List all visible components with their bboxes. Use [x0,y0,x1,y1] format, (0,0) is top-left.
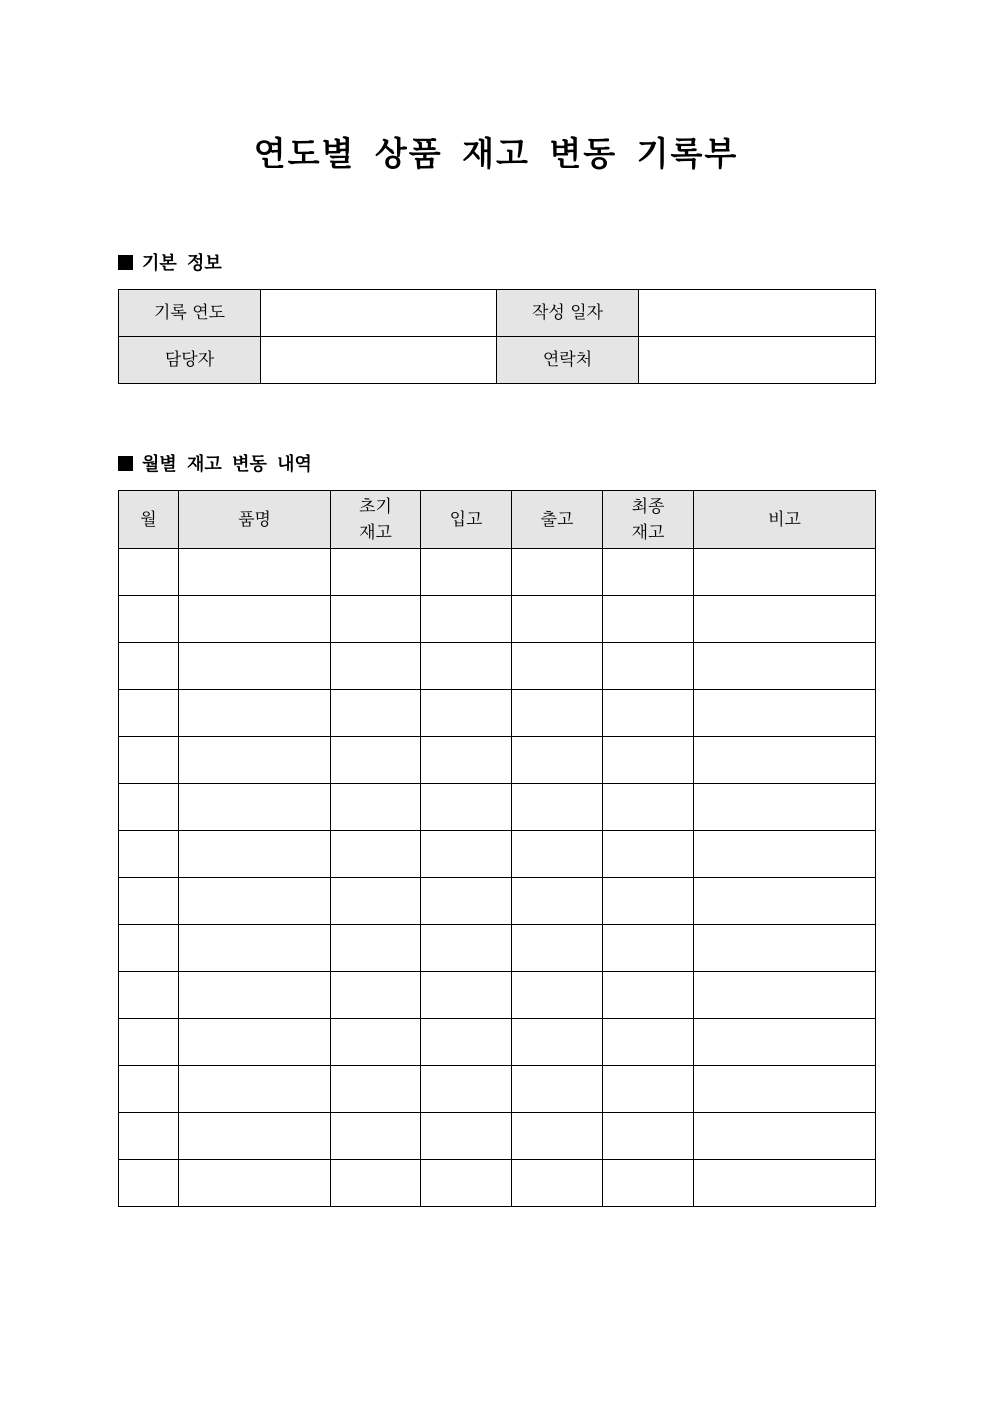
initial-stock-cell[interactable] [331,784,421,831]
table-header-row [119,491,876,549]
month-cell[interactable] [119,1113,179,1160]
table-row [119,690,876,737]
inbound-cell[interactable] [421,972,512,1019]
item-name-cell[interactable] [179,549,331,596]
item-name-cell[interactable] [179,878,331,925]
month-cell[interactable] [119,549,179,596]
remarks-cell[interactable] [694,1113,876,1160]
remarks-cell[interactable] [694,784,876,831]
table-row [119,737,876,784]
final-stock-cell[interactable] [603,643,694,690]
item-name-cell[interactable] [179,1019,331,1066]
month-cell[interactable] [119,643,179,690]
table-row [119,549,876,596]
final-stock-cell[interactable] [603,1066,694,1113]
month-cell[interactable] [119,878,179,925]
table-row [119,643,876,690]
outbound-cell[interactable] [512,690,603,737]
created-date-label: 작성 일자 [497,290,639,337]
initial-stock-cell[interactable] [331,737,421,784]
inbound-cell[interactable] [421,737,512,784]
outbound-cell[interactable] [512,643,603,690]
record-year-label: 기록 연도 [119,290,261,337]
section-heading-basic-info [118,252,222,276]
final-stock-cell[interactable] [603,549,694,596]
month-cell[interactable] [119,1160,179,1207]
table-row [119,925,876,972]
outbound-cell[interactable] [512,784,603,831]
final-stock-cell[interactable] [603,737,694,784]
month-cell[interactable] [119,1019,179,1066]
item-name-cell[interactable] [179,596,331,643]
initial-stock-cell[interactable] [331,596,421,643]
outbound-cell[interactable] [512,831,603,878]
col-header-initial-stock-line1: 초기 [359,496,392,517]
month-cell[interactable] [119,925,179,972]
final-stock-cell[interactable] [603,878,694,925]
final-stock-cell[interactable] [603,1160,694,1207]
created-date-field[interactable] [639,290,876,337]
initial-stock-cell[interactable] [331,972,421,1019]
outbound-cell[interactable] [512,878,603,925]
table-row [119,1160,876,1207]
remarks-cell[interactable] [694,690,876,737]
section-heading-label: 월별 재고 변동 내역 [142,454,312,475]
outbound-cell[interactable] [512,1019,603,1066]
remarks-cell[interactable] [694,549,876,596]
col-header-final-stock-line2: 재고 [631,522,665,543]
remarks-cell[interactable] [694,1160,876,1207]
final-stock-cell[interactable] [603,972,694,1019]
inbound-cell[interactable] [421,1066,512,1113]
col-header-inbound: 입고 [421,491,512,549]
inbound-cell[interactable] [421,549,512,596]
initial-stock-cell[interactable] [331,831,421,878]
basic-info-table [118,289,876,384]
info-row [119,290,876,337]
final-stock-cell[interactable] [603,831,694,878]
table-row [119,972,876,1019]
remarks-cell[interactable] [694,878,876,925]
outbound-cell[interactable] [512,925,603,972]
inbound-cell[interactable] [421,1160,512,1207]
outbound-cell[interactable] [512,596,603,643]
col-header-final-stock-line1: 최종 [631,496,665,517]
item-name-cell[interactable] [179,1160,331,1207]
initial-stock-cell[interactable] [331,1113,421,1160]
month-cell[interactable] [119,784,179,831]
table-row [119,1019,876,1066]
col-header-final-stock [603,491,694,549]
inbound-cell[interactable] [421,643,512,690]
table-body [119,549,876,1207]
inbound-cell[interactable] [421,784,512,831]
contact-label: 연락처 [497,337,639,384]
initial-stock-cell[interactable] [331,643,421,690]
item-name-cell[interactable] [179,1113,331,1160]
final-stock-cell[interactable] [603,925,694,972]
table-row [119,1066,876,1113]
inbound-cell[interactable] [421,878,512,925]
remarks-cell[interactable] [694,1066,876,1113]
remarks-cell[interactable] [694,831,876,878]
initial-stock-cell[interactable] [331,690,421,737]
table-row [119,784,876,831]
section-heading-label: 기본 정보 [142,253,222,274]
initial-stock-cell[interactable] [331,1019,421,1066]
initial-stock-cell[interactable] [331,1066,421,1113]
month-cell[interactable] [119,831,179,878]
outbound-cell[interactable] [512,1160,603,1207]
monthly-inventory-table [118,490,876,1207]
item-name-cell[interactable] [179,737,331,784]
col-header-month: 월 [119,491,179,549]
manager-field[interactable] [261,337,497,384]
final-stock-cell[interactable] [603,1019,694,1066]
page-title: 연도별 상품 재고 변동 기록부 [253,134,739,173]
inbound-cell[interactable] [421,1019,512,1066]
item-name-cell[interactable] [179,643,331,690]
outbound-cell[interactable] [512,549,603,596]
inbound-cell[interactable] [421,1113,512,1160]
outbound-cell[interactable] [512,737,603,784]
item-name-cell[interactable] [179,784,331,831]
final-stock-cell[interactable] [603,784,694,831]
outbound-cell[interactable] [512,972,603,1019]
initial-stock-cell[interactable] [331,1160,421,1207]
initial-stock-cell[interactable] [331,549,421,596]
final-stock-cell[interactable] [603,690,694,737]
table-row [119,1113,876,1160]
item-name-cell[interactable] [179,972,331,1019]
remarks-cell[interactable] [694,972,876,1019]
remarks-cell[interactable] [694,643,876,690]
contact-field[interactable] [639,337,876,384]
month-cell[interactable] [119,690,179,737]
remarks-cell[interactable] [694,596,876,643]
item-name-cell[interactable] [179,1066,331,1113]
section-heading-monthly [118,453,312,477]
final-stock-cell[interactable] [603,1113,694,1160]
item-name-cell[interactable] [179,925,331,972]
table-row [119,596,876,643]
remarks-cell[interactable] [694,925,876,972]
col-header-outbound: 출고 [512,491,603,549]
final-stock-cell[interactable] [603,596,694,643]
square-bullet-icon [118,255,133,270]
month-cell[interactable] [119,737,179,784]
record-year-field[interactable] [261,290,497,337]
inbound-cell[interactable] [421,596,512,643]
month-cell[interactable] [119,972,179,1019]
remarks-cell[interactable] [694,1019,876,1066]
square-bullet-icon [118,456,133,471]
initial-stock-cell[interactable] [331,925,421,972]
inbound-cell[interactable] [421,690,512,737]
col-header-initial-stock [331,491,421,549]
item-name-cell[interactable] [179,831,331,878]
manager-label: 담당자 [119,337,261,384]
outbound-cell[interactable] [512,1113,603,1160]
item-name-cell[interactable] [179,690,331,737]
info-row [119,337,876,384]
col-header-initial-stock-line2: 재고 [359,522,392,543]
col-header-remarks: 비고 [694,491,876,549]
remarks-cell[interactable] [694,737,876,784]
inbound-cell[interactable] [421,831,512,878]
month-cell[interactable] [119,596,179,643]
table-row [119,878,876,925]
initial-stock-cell[interactable] [331,878,421,925]
month-cell[interactable] [119,1066,179,1113]
col-header-item-name: 품명 [179,491,331,549]
table-row [119,831,876,878]
inbound-cell[interactable] [421,925,512,972]
outbound-cell[interactable] [512,1066,603,1113]
